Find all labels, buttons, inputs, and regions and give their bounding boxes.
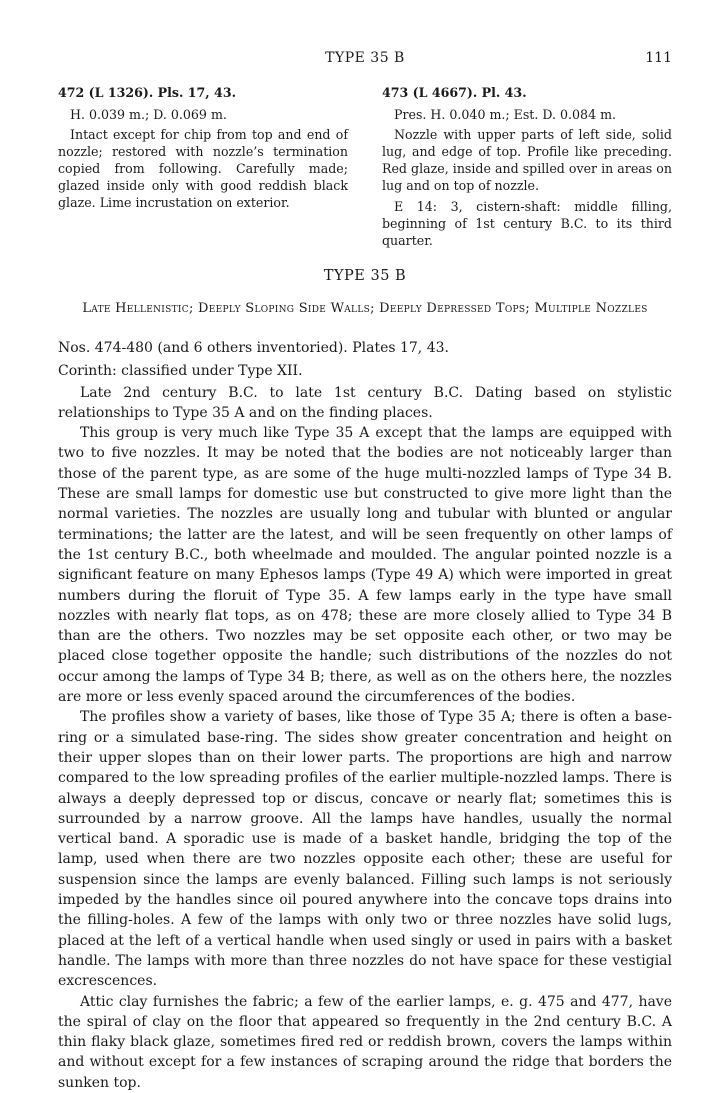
page	[58, 0, 672, 1091]
section-subtitle: Late Hellenistic; Deeply Sloping Side Walls; Deeply Depressed Tops; Multiple Nozzles	[82, 301, 648, 316]
entry-description: Intact except for chip from top and end of nozzle; restored with nozzle’s termination copied from following. Carefully made; glazed inside only with good reddish black glaze. Lime incrustation on exterior.	[58, 127, 348, 210]
paragraph-fabric: Attic clay furnishes the fabric; a few of the earlier lamps, e. g. 475 and 477, have the spiral of clay on the floor that appeared so frequently in the 2nd century B.C. A thin flaky black glaze, sometimes fired red or reddish brown, covers the lamps within and without except for a few instances of scraping around the ridge that borders the sunken top.	[58, 993, 672, 1091]
paragraph-description: This group is very much like Type 35 A except that the lamps are equipped with two to five nozzles. It may be noted that the bodies are not noticeably larger than those of the parent type, as are some of the huge multi-nozzled lamps of Type 34 B. These are small lamps for domestic use but constructed to give more light than the normal varieties. The nozzles are usually long and tubular with blunted or angular terminations; the latter are the latest, and will be seen frequently on other lamps of the 1st century B.C., both wheelmade and moulded. The angular pointed nozzle is a significant feature on many Ephesos lamps (Type 49 A) which were imported in great numbers during the floruit of Type 35. A few lamps early in the type have small nozzles with nearly flat tops, as on 478; these are more closely allied to Type 34 B than are the others. Two nozzles may be set opposite each other, or two may be placed close together opposite the handle; such distributions of the nozzles do not occur among the lamps of Type 34 B; there, as well as on the others here, the nozzles are more or less evenly spaced around the circumferences of the bodies.	[58, 425, 672, 706]
entry-heading: 472 (L 1326). Pls. 17, 43.	[58, 85, 236, 100]
paragraph-profiles: The profiles show a variety of bases, like those of Type 35 A; there is often a base-ring or a simulated base-ring. The sides show greater concentration and height on their upper slopes than on their lower parts. The proportions are high and narrow compared to the low spreading profiles of the earlier multiple-nozzled lamps. There is always a deeply depressed top or discus, concave or nearly flat; sometimes this is surrounded by a narrow groove. All the lamps have handles, usually the normal vertical band. A sporadic use is made of a basket handle, bridging the top of the lamp, used when there are two nozzles opposite each other; these are useful for suspension since the lamps are evenly balanced. Filling such lamps is not seriously impeded by the handles since oil poured anywhere into the concave tops drains into the filling-holes. A few of the lamps with only two or three nozzles have solid lugs, placed at the left of a vertical handle when used singly or used in pairs with a basket handle. The lamps with more than three nozzles do not have space for these vestigial excrescences.	[58, 709, 672, 990]
entry-context: E 14: 3, cistern-shaft: middle filling, beginning of 1st century B.C. to its third quarter.	[382, 199, 672, 248]
entry-dimensions: Pres. H. 0.040 m.; Est. D. 0.084 m.	[394, 107, 617, 122]
entry-dimensions: H. 0.039 m.; D. 0.069 m.	[70, 107, 227, 122]
page-number: 111	[645, 50, 672, 66]
catalog-entry-473	[382, 84, 672, 249]
section-body	[58, 338, 672, 1093]
running-header	[58, 50, 672, 68]
entry-heading: 473 (L 4667). Pl. 43.	[382, 85, 527, 100]
catalog-entry-472	[58, 84, 348, 211]
catalog-range: Nos. 474-480 (and 6 others inventoried). Plates 17, 43.	[58, 340, 449, 356]
running-title: TYPE 35 B	[325, 50, 405, 66]
entry-description: Nozzle with upper parts of left side, solid lug, and edge of top. Profile like preceding. Red glaze, inside and spilled over in areas on lug and on top of nozzle.	[382, 127, 672, 193]
section-title: TYPE 35 B	[323, 268, 407, 284]
paragraph-dating: Late 2nd century B.C. to late 1st century B.C. Dating based on stylistic relationships to Type 35 A and on the finding places.	[58, 384, 672, 421]
corinth-reference: Corinth: classified under Type XII.	[58, 363, 303, 380]
